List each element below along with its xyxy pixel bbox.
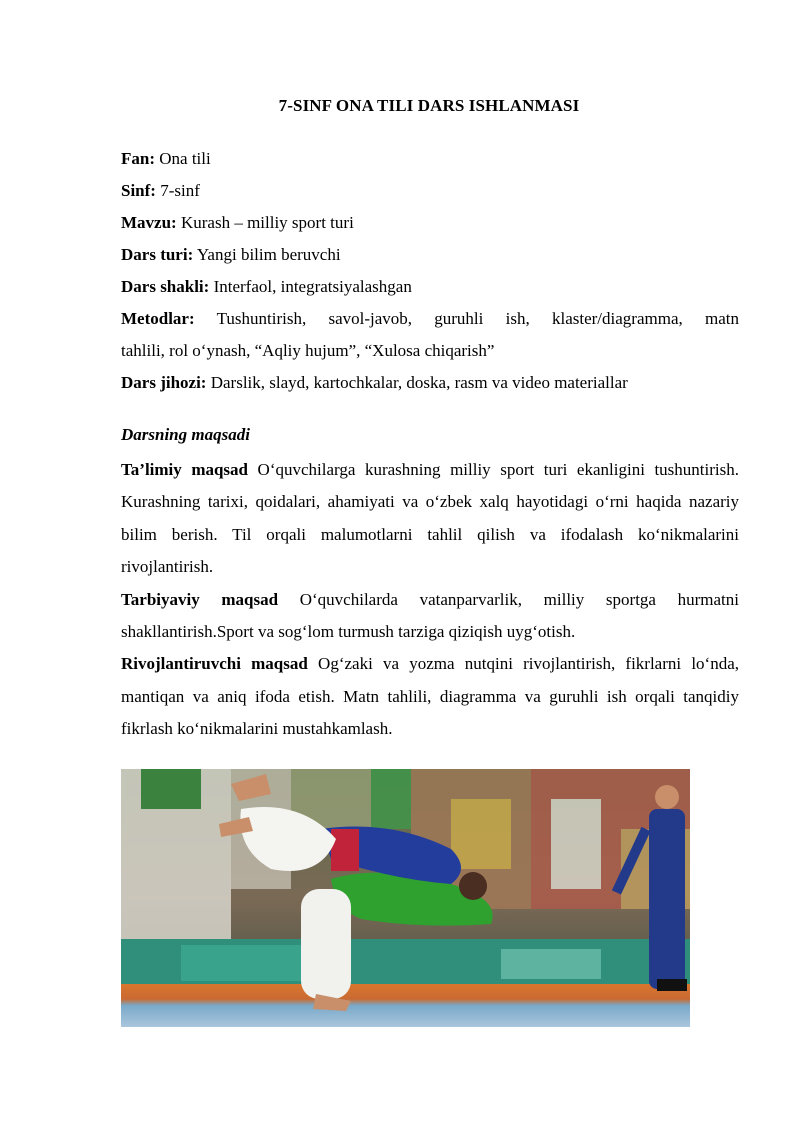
kurash-photo [121,769,690,1027]
meta-value: tahlili, rol o‘ynash, “Aqliy hujum”, “Xulosa chiqarish” [121,341,495,360]
meta-methods [121,303,739,335]
meta-subject [121,143,739,175]
meta-topic [121,207,739,239]
meta-label: Sinf: [121,181,156,200]
lesson-meta [121,143,739,399]
meta-value: Darslik, slayd, kartochkalar, doska, rasm va video materiallar [206,373,628,392]
meta-value: 7-sinf [155,181,200,200]
goal-developmental [121,648,739,745]
goal-label: Rivojlantiruvchi maqsad [121,654,308,674]
goal-text: Og‘zaki va yozma nutqini rivojlantirish, fikrlarni lo‘nda, mantiqan va aniq ifoda etish. Matn tahlili, diagramma va guruhli ish orqali tanqidiy fikrlash ko‘nikmalarini mustahkamlash. [121,654,739,739]
section-heading: Darsning maqsadi [121,425,250,444]
goal-label: Tarbiyaviy maqsad [121,589,279,609]
meta-lesson-form [121,271,739,303]
meta-value: Interfaol, integratsiyalashgan [209,277,412,296]
meta-label: Dars jihozi: [121,373,207,392]
meta-label: Metodlar: [121,309,195,328]
meta-value: Yangi bilim beruvchi [193,245,341,264]
meta-label: Dars turi: [121,245,194,264]
meta-label: Fan: [121,149,155,168]
document-title: 7-SINF ONA TILI DARS ISHLANMASI [278,96,580,115]
meta-value: Ona tili [155,149,211,168]
meta-grade [121,175,739,207]
meta-value: Kurash – milliy sport turi [176,213,354,232]
goal-upbringing [121,584,739,649]
meta-label: Mavzu: [121,213,177,232]
meta-lesson-type [121,239,739,271]
meta-label: Dars shakli: [121,277,210,296]
goal-label: Ta’limiy maqsad [121,460,249,479]
goal-text: O‘quvchilarga kurashning milliy sport turi ekanligini tushuntirish. Kurashning tarixi, qoidalari, ahamiyati va o‘zbek xalq hayotidagi o‘rni haqida nazariy bilim berish. Til orqali malumotlarni tahlil qilish va ifodalash ko‘nikmalarini rivojlantirish. [121,460,739,577]
lesson-goals [121,454,739,746]
meta-value: Tushuntirish, savol-javob, guruhli ish, klaster/diagramma, matn [194,309,739,328]
goal-educational [121,454,739,584]
meta-equipment [121,367,739,399]
meta-methods-cont [121,335,739,367]
goal-text: O‘quvchilarda vatanparvarlik, milliy sportga hurmatni shakllantirish.Sport va sog‘lom turmush tarziga qiziqish uyg‘otish. [121,589,739,642]
